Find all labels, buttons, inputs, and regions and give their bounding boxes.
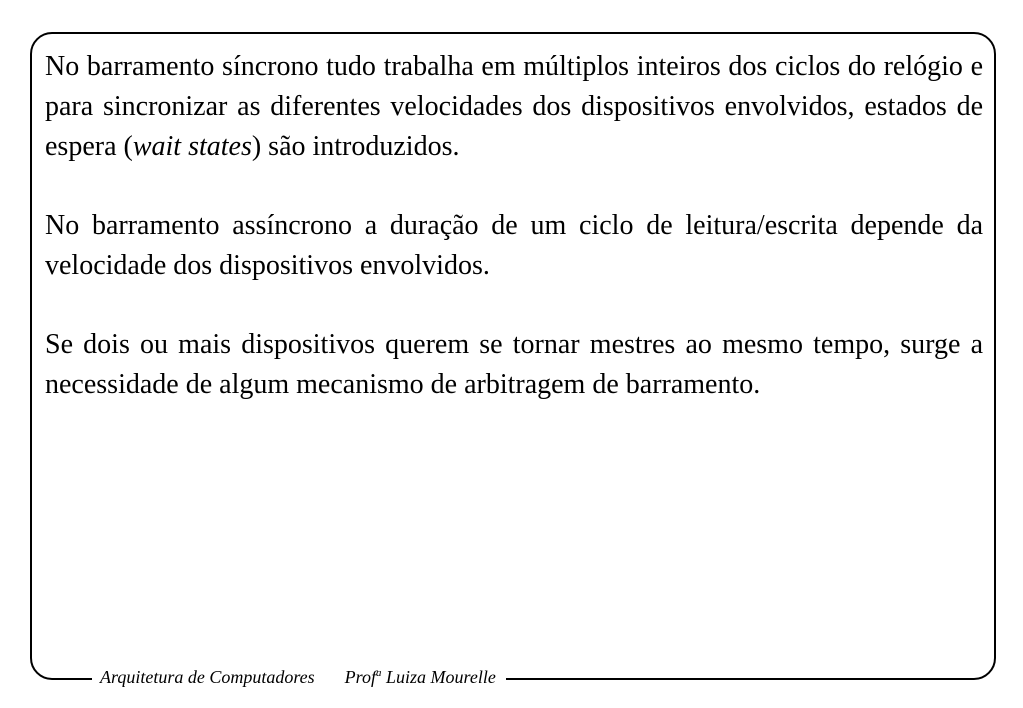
footer-author-name: Luiza Mourelle xyxy=(386,667,496,687)
paragraph-asynchronous-bus: No barramento assíncrono a duração de um ciclo de leitura/escrita depende da velocidade dos dispositivos envolvidos. xyxy=(45,210,983,281)
paragraph-bus-arbitration: Se dois ou mais dispositivos querem se tornar mestres ao mesmo tempo, surge a necessidade de algum mecanismo de arbitragem de barramento. xyxy=(45,329,983,400)
paragraph-synchronous-text-end: ) são introduzidos. xyxy=(251,131,460,162)
footer-author xyxy=(345,667,496,687)
wait-states-term: wait states xyxy=(132,131,252,162)
slide-footer xyxy=(92,664,506,690)
footer-course-title: Arquitetura de Computadores xyxy=(100,667,315,687)
slide-content xyxy=(45,47,983,444)
paragraph-synchronous-bus xyxy=(45,47,983,167)
footer-author-superscript: a xyxy=(376,667,382,679)
footer-author-prefix: Prof xyxy=(344,667,376,687)
paragraph-synchronous-text-start: No barramento síncrono tudo trabalha em múltiplos inteiros dos ciclos do relógio e para sincronizar as diferentes velocidades dos dispositivos envolvidos, estados de espera ( xyxy=(45,51,983,162)
